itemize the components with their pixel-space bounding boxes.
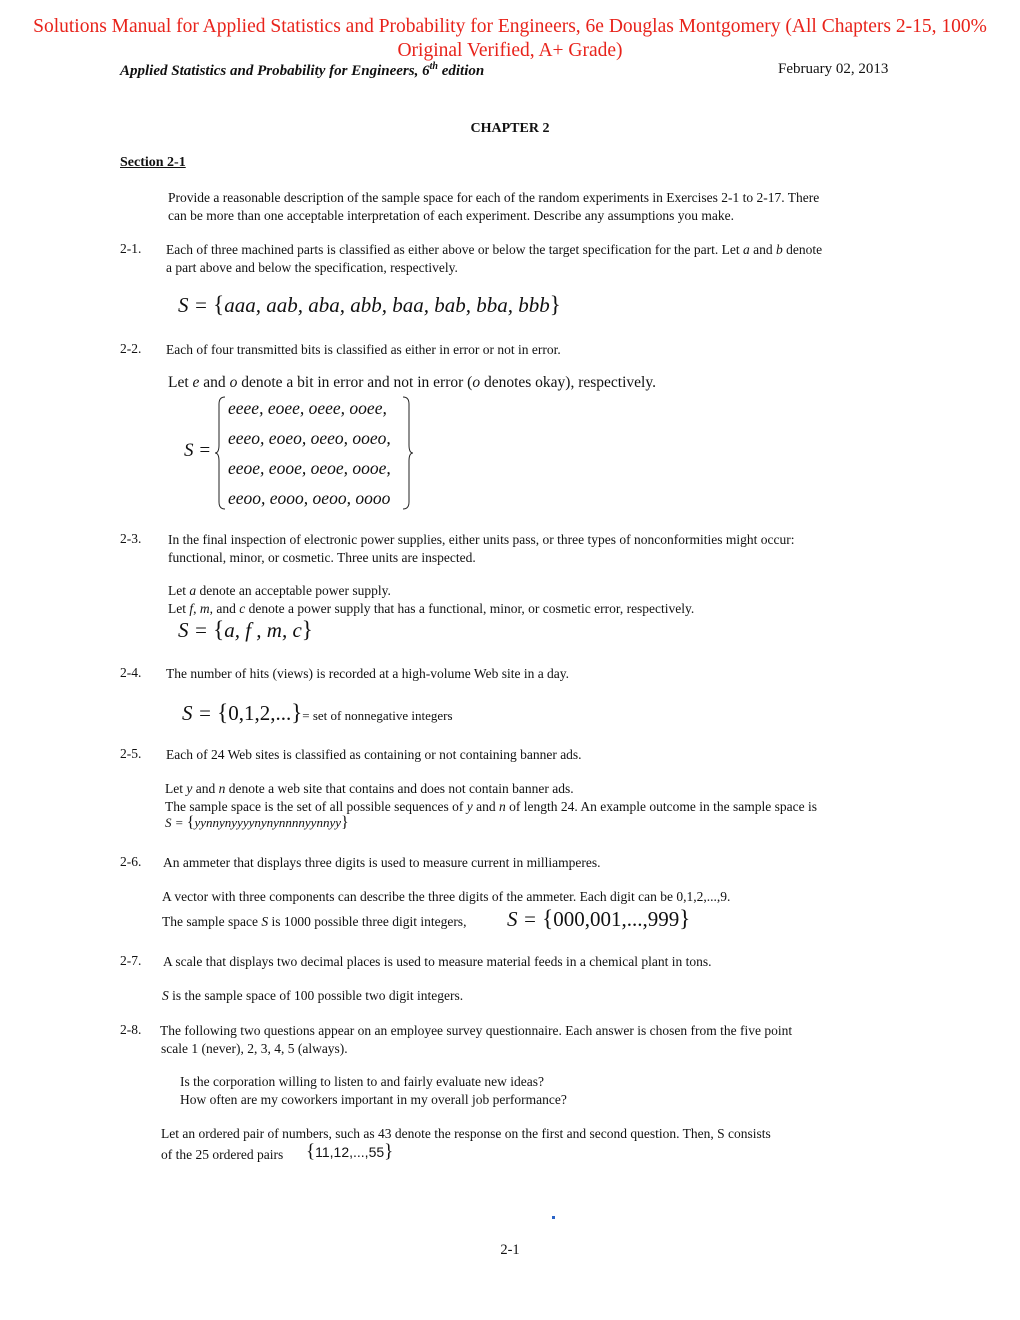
exercise-number: 2-2. — [120, 341, 142, 356]
section-heading: Section 2-1 — [120, 155, 186, 170]
exercise-number: 2-4. — [120, 665, 142, 680]
watermark-banner: Solutions Manual for Applied Statistics and Probability for Engineers, 6e Douglas Montgomery (All Chapters 2-15, 100% Original Verified, A+ Grade) — [33, 16, 987, 61]
exercise-answer: Let a denote an acceptable power supply. Let f, m, and c denote a power supply that has a functional, minor, or cosmetic error, respectively. — [168, 583, 695, 616]
exercise-number: 2-8. — [120, 1022, 142, 1037]
page-number: 2-1 — [500, 1242, 520, 1258]
survey-questions: Is the corporation willing to listen to and fairly evaluate new ideas? How often are my coworkers important in my overall job performance? — [180, 1074, 567, 1107]
intro-paragraph: Provide a reasonable description of the sample space for each of the random experiments in Exercises 2-1 to 2-17. There can be more than one acceptable interpretation of each experiment. Describe any assumptions you make. — [168, 190, 820, 223]
left-brace-icon — [214, 396, 226, 515]
exercise-answer-2: of the 25 ordered pairs — [161, 1147, 284, 1162]
exercise-answer: S is the sample space of 100 possible two digit integers. — [162, 988, 464, 1003]
exercise-number: 2-6. — [120, 854, 142, 869]
exercise-question: In the final inspection of electronic power supplies, either units pass, or three types of nonconformities might occur: functional, minor, or cosmetic. Three units are inspected. — [168, 532, 795, 565]
exercise-number: 2-1. — [120, 241, 142, 256]
sample-space-formula: S = {000,001,...,999} — [507, 906, 691, 931]
header-book-title: Applied Statistics and Probability for Engineers, 6th edition — [120, 61, 485, 79]
sample-space-formula: S = {yynnynyyyynynynnnnyynnyy} — [165, 814, 349, 831]
exercise-number: 2-7. — [120, 953, 142, 968]
exercise-answer: Let e and o denote a bit in error and not in error (o denotes okay), respectively. — [168, 374, 656, 391]
exercise-question: The following two questions appear on an employee survey questionnaire. Each answer is chosen from the five point scale 1 (never), 2, 3, 4, 5 (always). — [160, 1023, 793, 1056]
stray-dot — [552, 1216, 555, 1219]
exercise-answer: Let y and n denote a web site that contains and does not contain banner ads. The sample space is the set of all possible sequences of y and n of length 24. An example outcome in the sample space is — [165, 781, 817, 814]
chapter-heading: CHAPTER 2 — [470, 121, 550, 136]
exercise-number: 2-5. — [120, 746, 142, 761]
exercise-question: Each of three machined parts is classified as either above or below the target specification for the part. Let a and b denote a part above and below the specification, respectively. — [166, 242, 823, 275]
exercise-question: A scale that displays two decimal places is used to measure material feeds in a chemical plant in tons. — [163, 954, 712, 969]
sample-space-matrix: eeee, eoee, oeee, ooee, eeeo, eoeo, oeeo, ooeo, eeoe, eooe, oeoe, oooe, eeoo, eooo, oeoo, oooo — [228, 398, 391, 508]
exercise-answer: A vector with three components can describe the three digits of the ammeter. Each digit can be 0,1,2,...,9. — [162, 889, 731, 904]
header-date: February 02, 2013 — [778, 61, 889, 77]
exercise-question: Each of 24 Web sites is classified as containing or not containing banner ads. — [166, 747, 582, 762]
exercise-question: An ammeter that displays three digits is used to measure current in milliamperes. — [163, 855, 601, 870]
ordered-pairs-set: {11,12,...,55} — [306, 1141, 394, 1162]
sample-space-formula: S = {0,1,2,...}= set of nonnegative integers — [182, 700, 453, 725]
exercise-answer-2: The sample space S is 1000 possible three digit integers, — [162, 914, 467, 929]
exercise-answer: Let an ordered pair of numbers, such as 43 denote the response on the first and second question. Then, S consists — [161, 1126, 771, 1141]
sample-space-formula: S = {a, f , m, c} — [178, 617, 313, 642]
exercise-question: Each of four transmitted bits is classified as either in error or not in error. — [166, 342, 561, 357]
sample-space-formula: S = {aaa, aab, aba, abb, baa, bab, bba, bbb} — [178, 292, 561, 317]
right-brace-icon — [402, 396, 414, 515]
exercise-question: The number of hits (views) is recorded at a high-volume Web site in a day. — [166, 666, 570, 681]
sample-space-lhs: S = — [184, 440, 212, 461]
exercise-number: 2-3. — [120, 531, 142, 546]
